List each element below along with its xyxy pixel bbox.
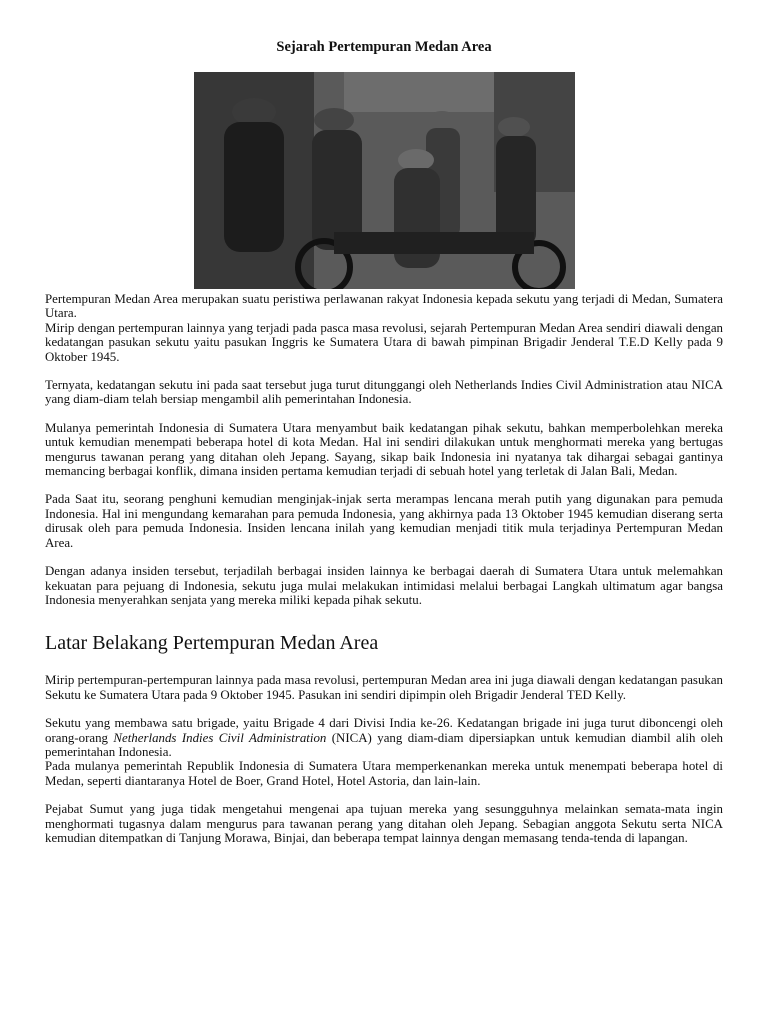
paragraph: Pada Saat itu, seorang penghuni kemudian menginjak-injak serta merampas lencana merah putih yang digunakan para pemuda Indonesia. Hal ini mengundang kemarahan para pemuda Indonesia, yang akhirnya pada 13 Oktober 1945 kemudian diserang serta dirusak oleh para pemuda Indonesia. Insiden lencana inilah yang kemudian menjadi titik mula terjadinya Pertempuran Medan Area. [45,492,723,550]
article-body [45,292,723,845]
photo-sky [344,72,494,112]
helmet [398,149,434,171]
helmet [232,98,276,126]
helmet [498,117,530,137]
paragraph: Pertempuran Medan Area merupakan suatu peristiwa perlawanan rakyat Indonesia kepada sekutu yang terjadi di Medan, Sumatera Utara. [45,292,723,321]
photo-illustration [194,72,575,289]
paragraph: Mirip pertempuran-pertempuran lainnya pada masa revolusi, pertempuran Medan area ini juga diawali dengan kedatangan pasukan Sekutu ke Sumatera Utara pada 9 Oktober 1945. Pasukan ini sendiri dipimpin oleh Brigadir Jenderal TED Kelly. [45,673,723,702]
section-heading: Latar Belakang Pertempuran Medan Area [45,632,379,655]
soldier-figure [496,136,536,246]
paragraph [45,716,723,759]
paragraph: Mirip dengan pertempuran lainnya yang terjadi pada pasca masa revolusi, sejarah Pertempuran Medan Area sendiri diawali dengan kedatangan pasukan sekutu yaitu pasukan Inggris ke Sumatera Utara di bawah pimpinan Brigadir Jenderal T.E.D Kelly pada 9 Oktober 1945. [45,320,723,364]
page-title: Sejarah Pertempuran Medan Area [276,39,492,55]
paragraph: Dengan adanya insiden tersebut, terjadilah berbagai insiden lainnya ke berbagai daerah di Sumatera Utara untuk melemahkan kekuatan para pejuang di Indonesia, sekutu juga mulai melakukan intimidasi melalui berbagai Langkah ultimatum agar bangsa Indonesia menyerahkan senjata yang mereka miliki kepada pihak sekutu. [45,564,723,607]
paragraph: Pejabat Sumut yang juga tidak mengetahui mengenai apa tujuan mereka yang sesungguhnya melainkan semata-mata ingin menghormati tugasnya dalam mengurus para tawanan perang yang ditahan oleh Jepang. Sebagian anggota Sekutu serta NICA kemudian ditempatkan di Tanjung Morawa, Binjai, dan beberapa tempat lainnya dengan memasang tenda-tenda di lapangan. [45,802,723,845]
motorcycle-body [334,232,534,254]
paragraph: Mulanya pemerintah Indonesia di Sumatera Utara menyambut baik kedatangan pihak sekutu, bahkan memperbolehkan mereka untuk kemudian menempati beberapa hotel di kota Medan. Hal ini sendiri dilakukan untuk menghormati mereka yang bertugas mengurus tawanan perang yang ditahan oleh Jepang. Sayang, sikap baik Indonesia ini nyatanya tak dihargai sebagai gantinya memancing berbagai konflik, dimana insiden pertama kemudian terjadi di sebuah hotel yang terletak di Jalan Bali, Medan. [45,420,723,479]
italic-term: Netherlands Indies Civil Administration [113,730,327,745]
paragraph: Pada mulanya pemerintah Republik Indonesia di Sumatera Utara memperkenankan mereka untuk menempati beberapa hotel di Medan, seperti diantaranya Hotel de Boer, Grand Hotel, Hotel Astoria, dan lain-lain. [45,759,723,788]
paragraph: Ternyata, kedatangan sekutu ini pada saat tersebut juga turut ditunggangi oleh Netherlands Indies Civil Administration atau NICA yang diam-diam telah bersiap mengambil alih pemerintahan Indonesia. [45,378,723,407]
soldier-figure [224,122,284,252]
helmet [314,108,354,132]
helmet [428,111,456,129]
paragraph-text: Sekutu yang membawa satu brigade, yaitu Brigade 4 dari Divisi India ke-26. Kedatangan brigade ini juga turut diboncengi oleh orang-orang [45,716,723,745]
paragraph-text: (NICA) yang diam-diam dipersiapkan untuk kemudian diambil alih oleh pemerintahan Indonesia. [45,730,723,759]
historical-photo [194,72,575,289]
